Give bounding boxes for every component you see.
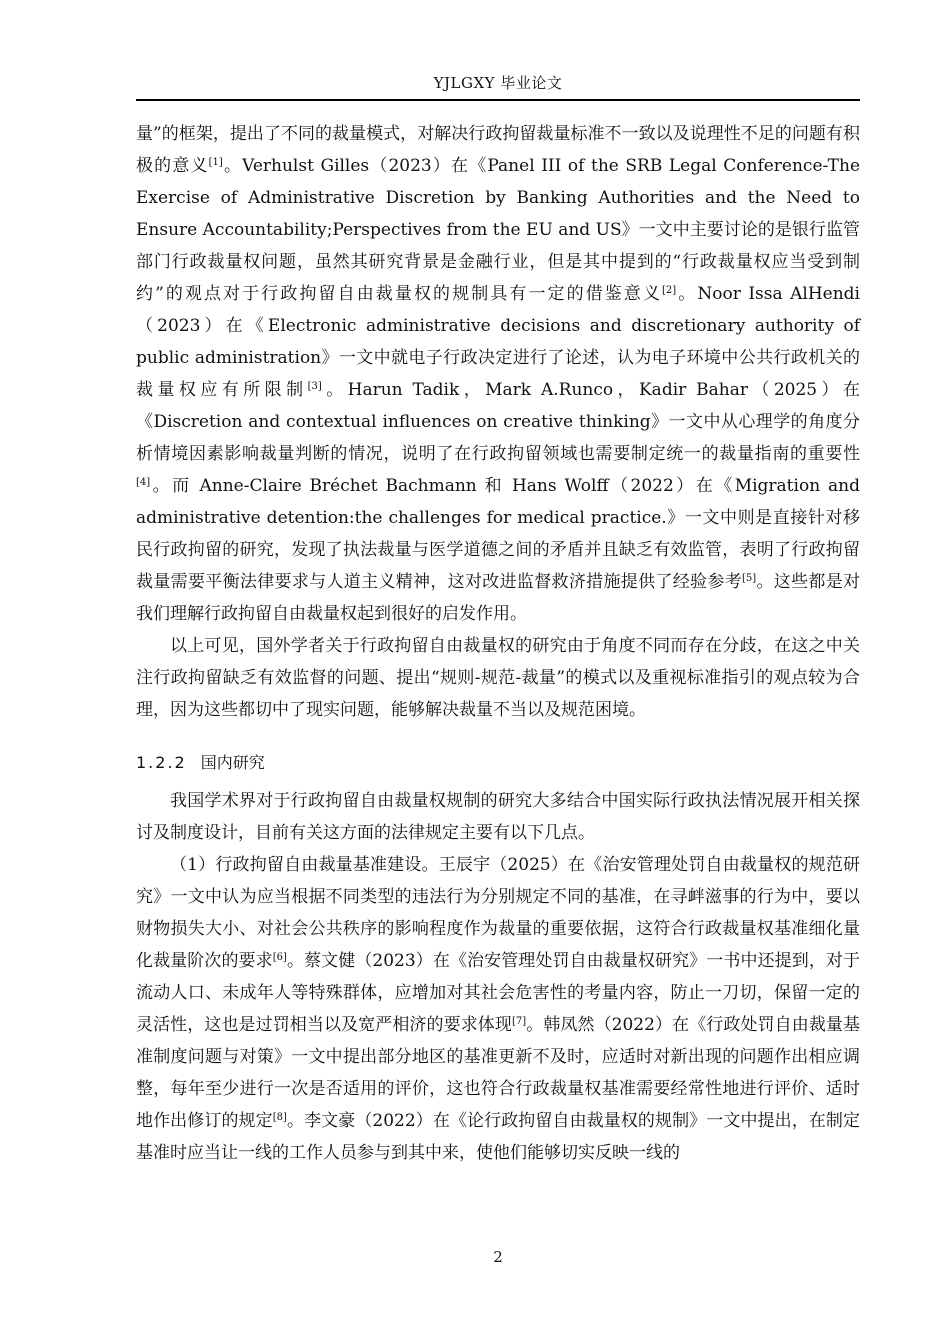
citation-ref: [4] [136,477,151,488]
section-title: 国内研究 [200,753,265,772]
text-span: 。而 Anne-Claire Bréchet Bachmann 和 Hans Wolff（2022）在《Migration and administrative detention:the challenges for medical practice.》一文中则是直接针对移民行政拘留的研究，发现了执法裁量与医学道德之间的矛盾并且缺乏有效监管，表明了行政拘留裁量需要平衡法律要求与人道主义精神，这对改进监督救济措施提供了经验参考 [136,476,860,592]
citation-ref: [5] [741,573,757,584]
paragraph-summary: 以上可见，国外学者关于行政拘留自由裁量权的研究由于角度不同而存在分歧，在这之中关注行政拘留缺乏有效监督的问题、提出“规则-规范-裁量”的模式以及重视标准指引的观点较为合理，因为这些都切中了现实问题，能够解决裁量不当以及规范困境。 [136,636,860,720]
citation-ref: [3] [307,381,322,392]
text-span: 。Verhulst Gilles（2023）在《Panel III of the SRB Legal Conference-The Exercise of Administrative Discretion by Banking Authorities and the Need to Ensure Accountability;Perspectives from the EU and US》一文中主要讨论的是银行监管部门行政裁量权问题，虽然其研究背景是金融行业，但是其中提到的“行政裁量权应当受到制约”的观点对于行政拘留自由裁量权的规制具有一定的借鉴意义 [136,156,861,304]
citation-ref: [2] [662,285,677,296]
citation-ref: [8] [272,1112,287,1123]
text-span: 。蔡文健（2023）在《治安管理处罚自由裁量权研究》一书中还提到，对于流动人口、未成年人等特殊群体，应增加对其社会危害性的考量内容，防止一刀切，保留一定的灵活性，这也是过罚相当以及宽严相济的要求体现 [136,951,861,1035]
paragraph-discretion-baseline [136,849,860,1169]
page-body [136,118,860,1169]
text-span: （1）行政拘留自由裁量基准建设。王辰宇（2025）在《治安管理处罚自由裁量权的规范研究》一文中认为应当根据不同类型的违法行为分别规定不同的基准，在寻衅滋事的行为中，要以财物损失大小、对社会公共秩序的影响程度作为裁量的重要依据，这符合行政裁量权基准细化量化裁量阶次的要求 [136,855,860,971]
text-span: 。李文豪（2022）在《论行政拘留自由裁量权的规制》一文中提出，在制定基准时应当让一线的工作人员参与到其中来，使他们能够切实反映一线的 [136,1111,861,1163]
page-header: YJLGXY 毕业论文 [433,74,563,92]
text-span: 量”的框架，提出了不同的裁量模式，对解决行政拘留裁量标准不一致以及说理性不足的问题有积极的意义 [136,124,860,176]
header-rule [136,99,860,101]
section-heading [136,749,860,777]
paragraph-foreign-research-continued [136,118,860,630]
page-number: 2 [493,1248,503,1266]
citation-ref: [1] [208,157,223,168]
text-span: 。韩凤然（2022）在《行政处罚自由裁量基准制度问题与对策》一文中提出部分地区的基准更新不及时，应适时对新出现的问题作出相应调整，每年至少进行一次是否适用的评价，这也符合行政裁量权基准需要经常性地进行评价、适时地作出修订的规定 [136,1015,861,1131]
text-span: 。Noor Issa AlHendi（2023）在《Electronic administrative decisions and discretionary authority of public administration》一文中就电子行政决定进行了论述，认为电子环境中公共行政机关的裁量权应有所限制 [136,284,860,400]
paragraph-domestic-intro: 我国学术界对于行政拘留自由裁量权规制的研究大多结合中国实际行政执法情况展开相关探讨及制度设计，目前有关这方面的法律规定主要有以下几点。 [136,791,860,843]
text-span: 。这些都是对我们理解行政拘留自由裁量权起到很好的启发作用。 [136,572,861,624]
section-number: 1.2.2 [136,753,187,772]
citation-ref: [6] [272,952,287,963]
citation-ref: [7] [511,1016,527,1027]
text-span: 。Harun Tadik，Mark A.Runco，Kadir Bahar（2025）在《Discretion and contextual influences on creative thinking》一文中从心理学的角度分析情境因素影响裁量判断的情况，说明了在行政拘留领域也需要制定统一的裁量指南的重要性 [136,380,861,464]
